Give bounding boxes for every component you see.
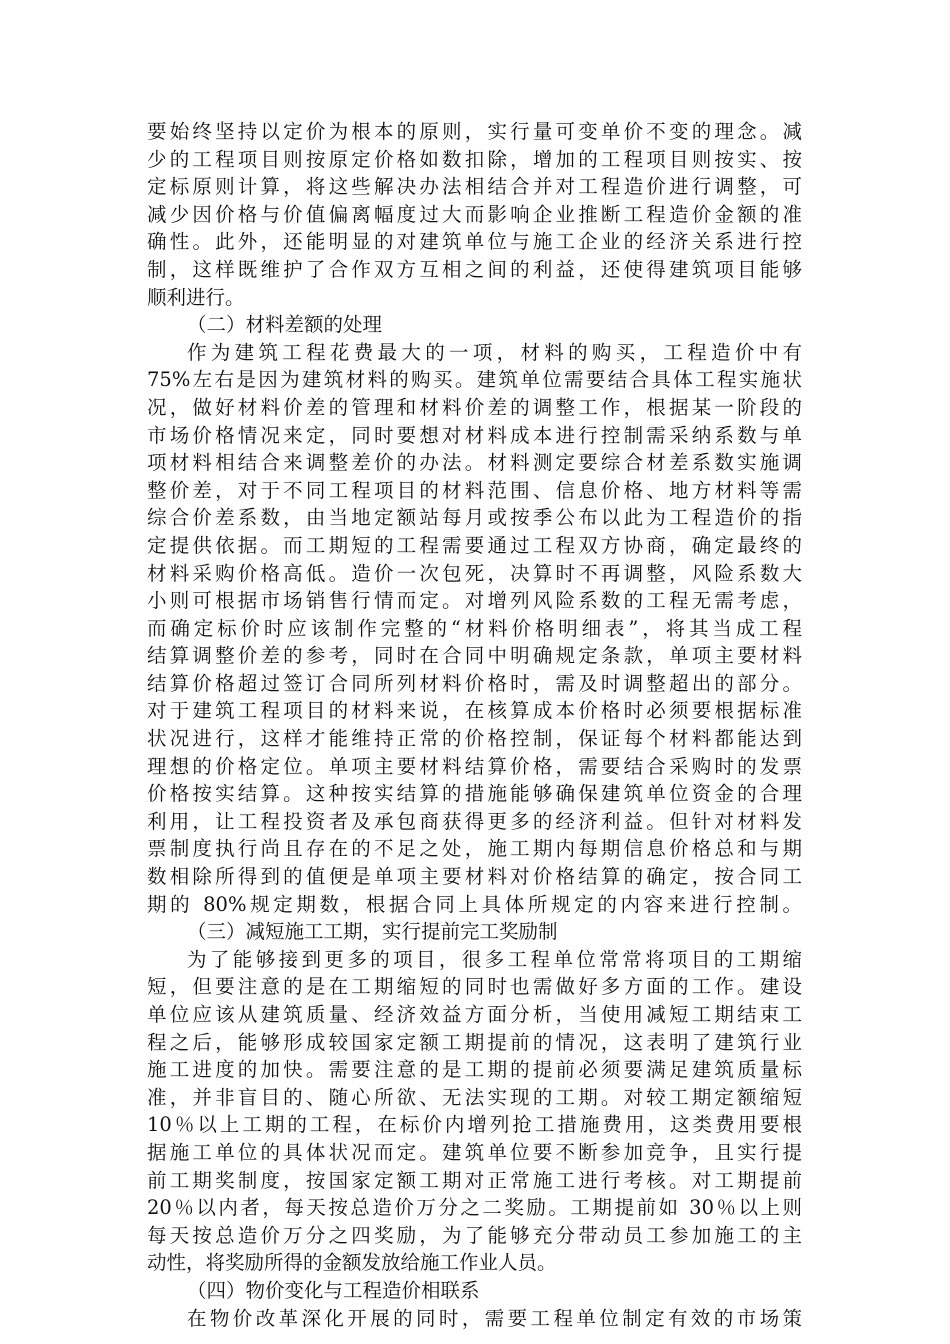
- text-line: 减少因价格与价值偏离幅度过大而影响企业推断工程造价金额的准: [147, 202, 802, 226]
- text-line: 确性。此外，还能明显的对建筑单位与施工企业的经济关系进行控: [147, 230, 802, 254]
- text-line: 对于建筑工程项目的材料来说，在核算成本价格时必须要根据标准: [147, 699, 802, 723]
- text-line: 20％以内者，每天按总造价万分之二奖励。工期提前如 30％以上则: [147, 1196, 802, 1220]
- text-line: 据施工单位的具体状况而定。建筑单位要不断参加竞争，且实行提: [147, 1140, 802, 1164]
- text-line: 为了能够接到更多的项目，很多工程单位常常将项目的工期缩: [187, 947, 802, 971]
- text-line: 数相除所得到的值便是单项主要材料对价格结算的确定，按合同工: [147, 865, 802, 889]
- text-line: 期的 80%规定期数，根据合同上具体所规定的内容来进行控制。: [147, 892, 802, 916]
- text-line: 整价差，对于不同工程项目的材料范围、信息价格、地方材料等需: [147, 478, 802, 502]
- text-line: 动性，将奖励所得的金额发放给施工作业人员。: [147, 1251, 557, 1275]
- text-line: 每天按总造价万分之四奖励，为了能够充分带动员工参加施工的主: [147, 1223, 802, 1247]
- text-line: 在物价改革深化开展的同时，需要工程单位制定有效的市场策: [187, 1306, 802, 1330]
- text-line: （二）材料差额的处理: [187, 313, 383, 337]
- text-line: 准，并非盲目的、随心所欲、无法实现的工期。对较工期定额缩短: [147, 1085, 802, 1109]
- text-line: 施工进度的加快。需要注意的是工期的提前必须要满足建筑质量标: [147, 1058, 802, 1082]
- text-line: 理想的价格定位。单项主要材料结算价格，需要结合采购时的发票: [147, 754, 802, 778]
- text-line: 材料采购价格高低。造价一次包死，决算时不再调整，风险系数大: [147, 561, 802, 585]
- text-line: 综合价差系数，由当地定额站每月或按季公布以此为工程造价的指: [147, 506, 802, 530]
- text-line: 程之后，能够形成较国家定额工期提前的情况，这表明了建筑行业: [147, 1030, 802, 1054]
- text-line: 少的工程项目则按原定价格如数扣除，增加的工程项目则按实、按: [147, 147, 802, 171]
- text-line: 况，做好材料价差的管理和材料价差的调整工作，根据某一阶段的: [147, 395, 802, 419]
- text-line: 利用，让工程投资者及承包商获得更多的经济利益。但针对材料发: [147, 809, 802, 833]
- text-line: 制，这样既维护了合作双方互相之间的利益，还使得建筑项目能够: [147, 257, 802, 281]
- text-line: 结算价格超过签订合同所列材料价格时，需及时调整超出的部分。: [147, 671, 802, 695]
- text-line: 单位应该从建筑质量、经济效益方面分析，当使用减短工期结束工: [147, 1003, 802, 1026]
- text-line: 而确定标价时应该制作完整的“材料价格明细表”，将其当成工程: [147, 616, 802, 640]
- text-line: 票制度执行尚且存在的不足之处，施工期内每期信息价格总和与期: [147, 837, 802, 861]
- text-line: 定提供依据。而工期短的工程需要通过工程双方协商，确定最终的: [147, 533, 802, 557]
- text-line: 作为建筑工程花费最大的一项，材料的购买，工程造价中有: [187, 340, 802, 364]
- text-line: 市场价格情况来定，同时要想对材料成本进行控制需采纳系数与单: [147, 423, 802, 447]
- text-line: 项材料相结合来调整差价的办法。材料测定要综合材差系数实施调: [147, 451, 802, 475]
- text-line: （三）减短施工工期，实行提前完工奖励制: [187, 920, 558, 944]
- text-line: 状况进行，这样才能维持正常的价格控制，保证每个材料都能达到: [147, 727, 802, 751]
- text-line: 定标原则计算，将这些解决办法相结合并对工程造价进行调整，可: [147, 175, 802, 199]
- text-line: 顺利进行。: [147, 285, 245, 309]
- text-line: 75%左右是因为建筑材料的购买。建筑单位需要结合具体工程实施状: [147, 368, 802, 392]
- text-line: 结算调整价差的参考，同时在合同中明确规定条款，单项主要材料: [147, 644, 802, 668]
- document-page: [147, 118, 802, 1332]
- text-line: 要始终坚持以定价为根本的原则，实行量可变单价不变的理念。减: [147, 120, 802, 143]
- text-line: 小则可根据市场销售行情而定。对增列风险系数的工程无需考虑，: [147, 589, 802, 613]
- text-line: 前工期奖制度，按国家定额工期对正常施工进行考核。对工期提前: [147, 1168, 802, 1192]
- text-line: 短，但要注意的是在工期缩短的同时也需做好多方面的工作。建设: [147, 975, 802, 999]
- text-line: 价格按实结算。这种按实结算的措施能够确保建筑单位资金的合理: [147, 782, 802, 806]
- text-line: （四）物价变化与工程造价相联系: [187, 1278, 480, 1302]
- text-line: 10％以上工期的工程，在标价内增列抢工措施费用，这类费用要根: [147, 1113, 802, 1137]
